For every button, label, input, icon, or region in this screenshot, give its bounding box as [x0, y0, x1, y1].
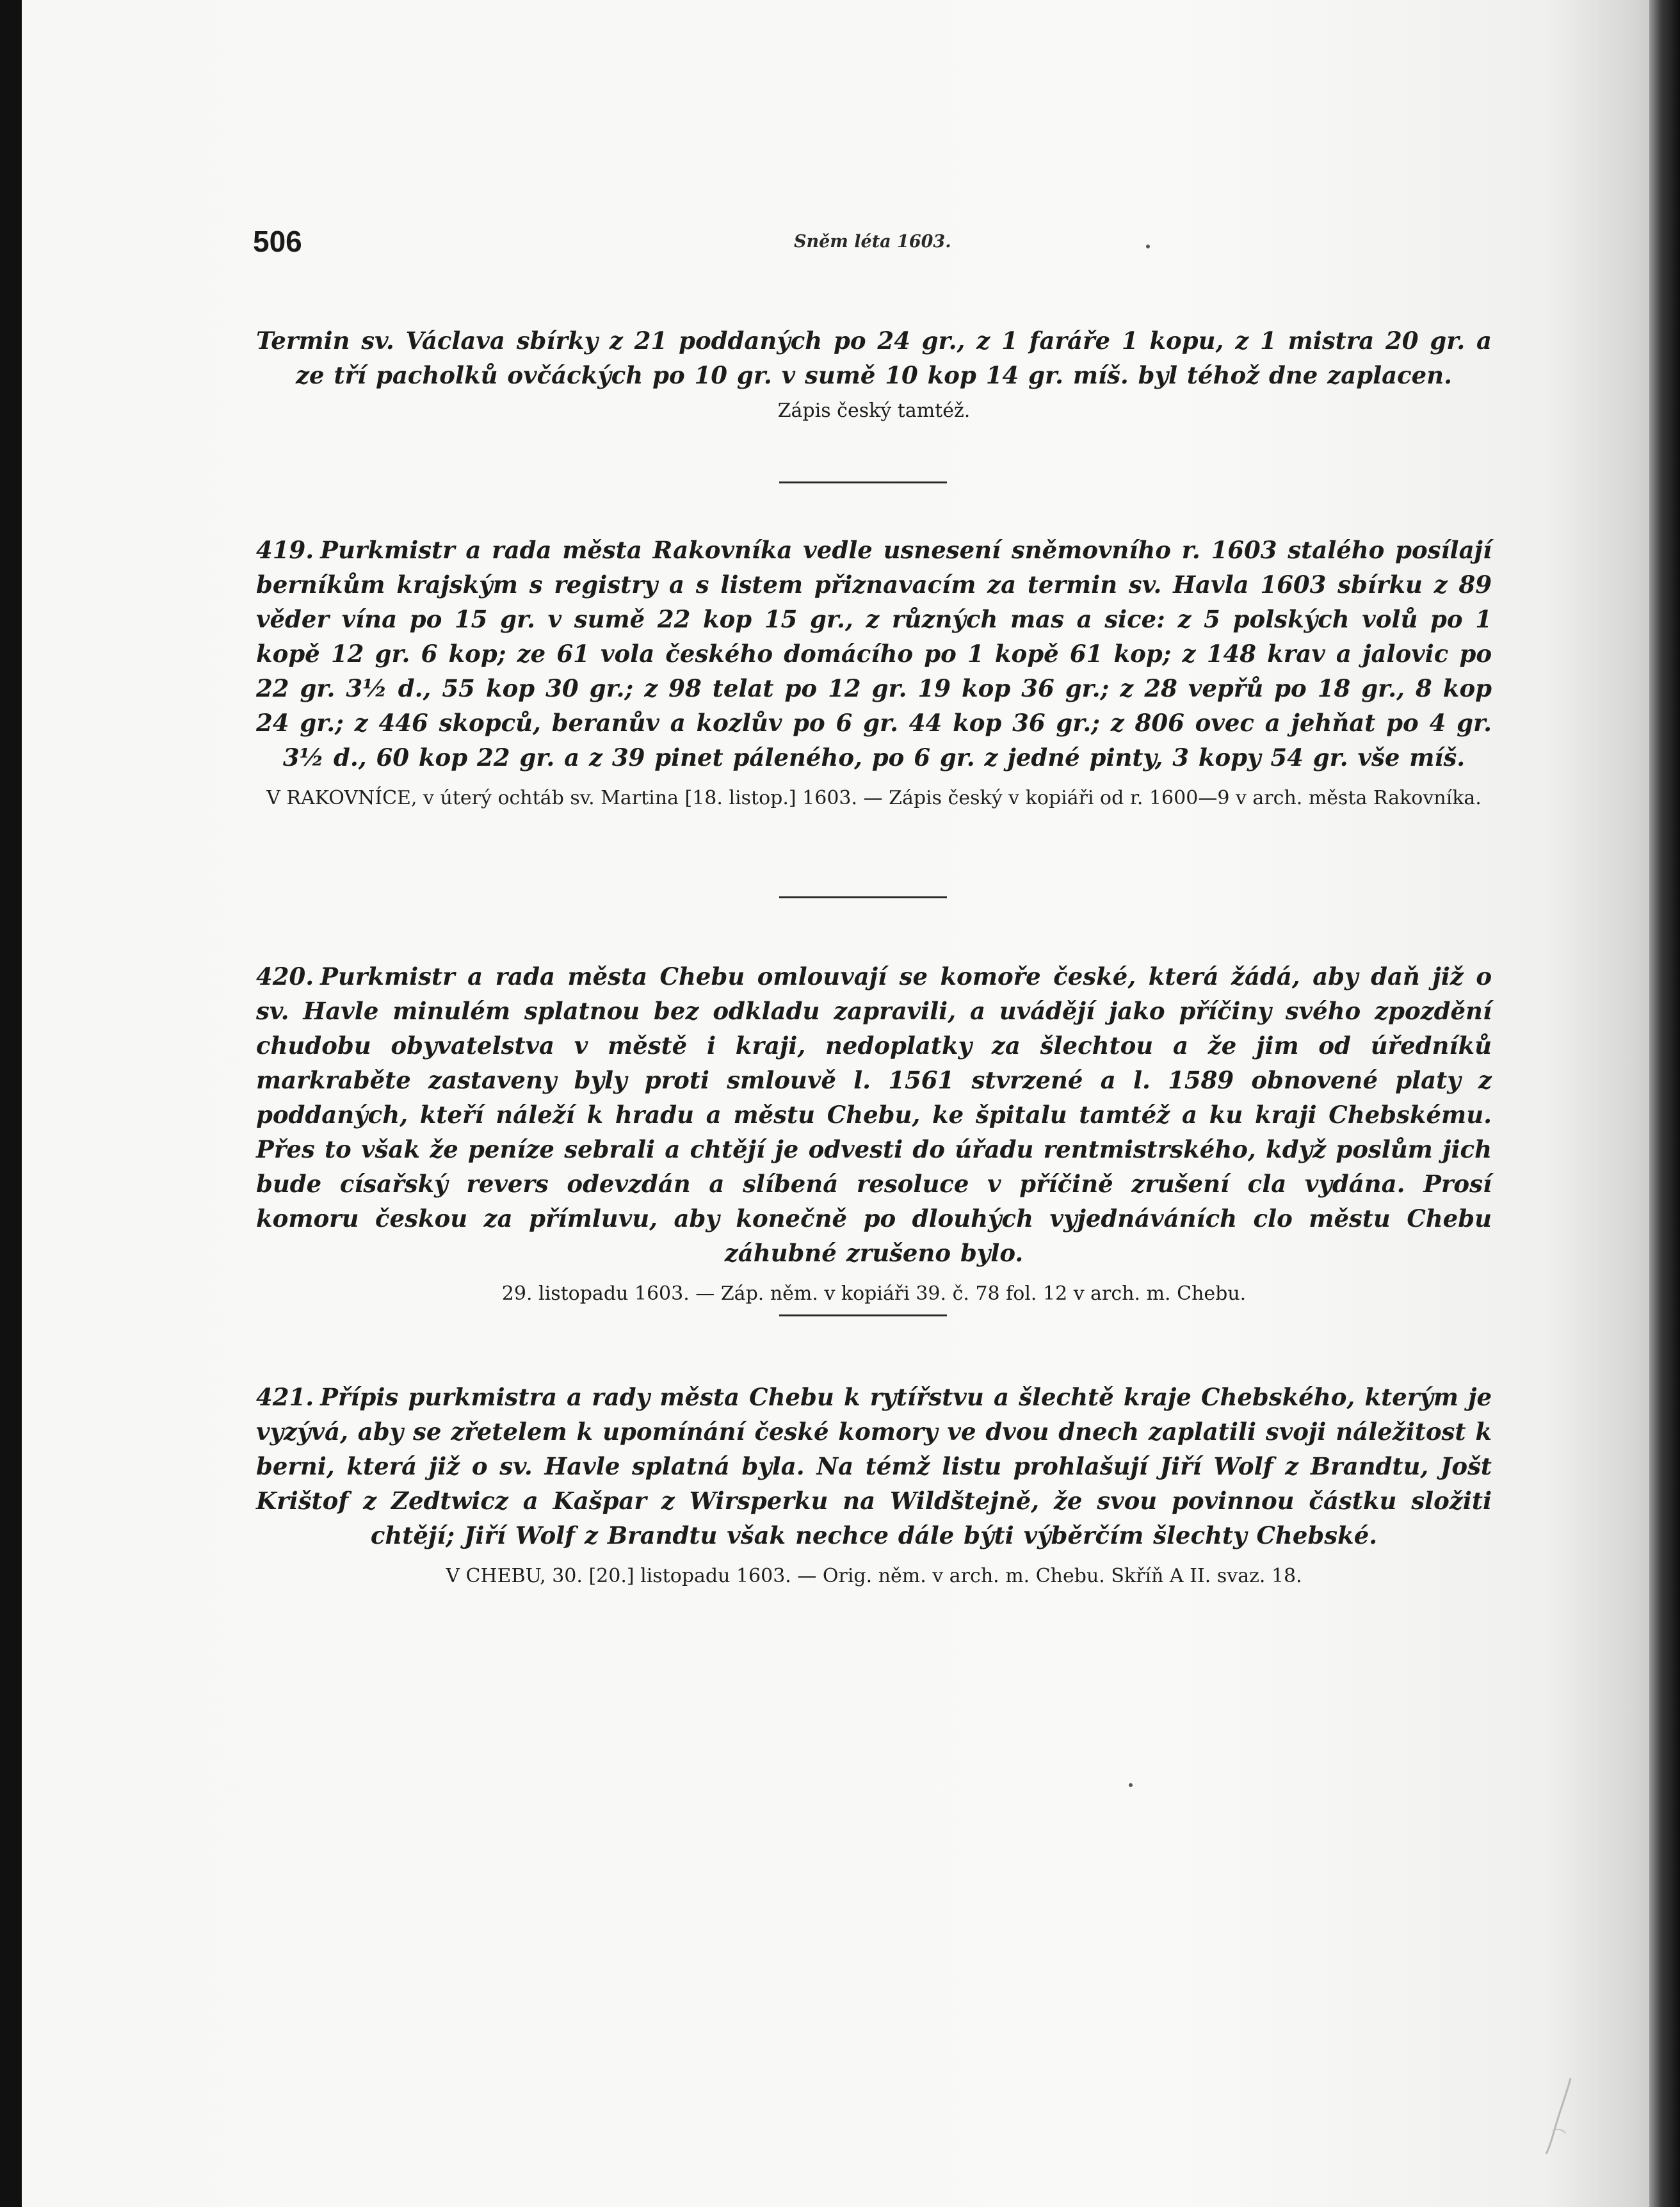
entry-regest	[256, 533, 1492, 775]
entry-419	[256, 533, 1492, 813]
entry-regest-text: Purkmistr a rada města Chebu omlouvají se komoře české, která žádá, aby daň již o sv. Havle minulém splatnou bez odkladu zapravili, a uvádějí jako příčiny svého zpozdění chudobu obyvatelstva v městě i kraji, nedoplatky za šlechtou a že jim od úředníků markraběte zastaveny byly proti smlouvě l. 1561 stvrzené a l. 1589 obnovené platy z poddaných, kteří náleží k hradu a městu Chebu, ke špitalu tamtéž a ku kraji Chebskému. Přes to však že peníze sebrali a chtějí je odvesti do úřadu rentmistrského, když poslům jich bude císařský revers odevzdán a slíbená resoluce v příčině zrušení cla vydána. Prosí komoru českou za přímluvu, aby konečně po dlouhých vyjednáváních clo městu Chebu záhubné zrušeno bylo.	[256, 962, 1492, 1267]
entry-number: 419.	[256, 536, 314, 564]
entry-regest-text: Purkmistr a rada města Rakovníka vedle usnesení sněmovního r. 1603 stalého posílají berníkům krajským s registry a s listem přiznavacím za termin sv. Havla 1603 sbírku z 89 věder vína po 15 gr. v sumě 22 kop 15 gr., z různých mas a sice: z 5 polských volů po 1 kopě 12 gr. 6 kop; ze 61 vola českého domácího po 1 kopě 61 kop; z 148 krav a jalovic po 22 gr. 3½ d., 55 kop 30 gr.; z 98 telat po 12 gr. 19 kop 36 gr.; z 28 vepřů po 18 gr., 8 kop 24 gr.; z 446 skopců, beranův a kozlův po 6 gr. 44 kop 36 gr.; z 806 ovec a jehňat po 4 gr. 3½ d., 60 kop 22 gr. a z 39 pinet páleného, po 6 gr. z jedné pinty, 3 kopy 54 gr. vše míš.	[256, 536, 1492, 772]
section-divider	[779, 1314, 947, 1316]
page-number: 506	[253, 225, 302, 258]
section-divider	[779, 896, 947, 898]
running-title: Sněm léta 1603.	[794, 232, 951, 252]
entry-regest-text: Termin sv. Václava sbírky z 21 poddaných po 24 gr., z 1 faráře 1 kopu, z 1 mistra 20 gr. a ze tří pacholků ovčáckých po 10 gr. v sumě 10 kop 14 gr. míš. byl téhož dne zaplacen.	[256, 327, 1492, 389]
entry-418-continuation	[256, 323, 1492, 426]
entry-regest	[256, 1380, 1492, 1553]
entry-source: V RAKOVNÍCE, v úterý ochtáb sv. Martina [18. listop.] 1603. — Zápis český v kopiáři od r. 1600—9 v arch. města Rakovníka.	[266, 787, 1482, 809]
entry-source: V CHEBU, 30. [20.] listopadu 1603. — Orig. něm. v arch. m. Chebu. Skříň A II. svaz. 18.	[446, 1565, 1302, 1587]
entry-420	[256, 959, 1492, 1309]
scan-right-border	[1649, 0, 1680, 2207]
section-divider	[779, 481, 947, 483]
running-head	[253, 224, 1489, 263]
dust-speck	[1129, 1783, 1133, 1787]
entry-regest	[256, 959, 1492, 1270]
entry-number: 421.	[256, 1383, 314, 1411]
entry-source: 29. listopadu 1603. — Záp. něm. v kopiáři 39. č. 78 fol. 12 v arch. m. Chebu.	[501, 1282, 1247, 1305]
entry-source: Zápis český tamtéž.	[777, 400, 971, 422]
pencil-mark-icon	[1540, 2074, 1578, 2158]
entry-number: 420.	[256, 962, 314, 990]
entry-421	[256, 1380, 1492, 1591]
dust-speck	[1146, 245, 1150, 248]
entry-regest-text: Přípis purkmistra a rady města Chebu k rytířstvu a šlechtě kraje Chebského, kterým je vyzývá, aby se zřetelem k upomínání české komory ve dvou dnech zaplatili svoji náležitost k berni, která již o sv. Havle splatná byla. Na témž listu prohlašují Jiří Wolf z Brandtu, Jošt Krištof z Zedtwicz a Kašpar z Wirsperku na Wildštejně, že svou povinnou částku složiti chtějí; Jiří Wolf z Brandtu však nechce dále býti výběrčím šlechty Chebské.	[256, 1383, 1492, 1549]
scan-left-border	[0, 0, 22, 2207]
entry-regest	[256, 323, 1492, 392]
